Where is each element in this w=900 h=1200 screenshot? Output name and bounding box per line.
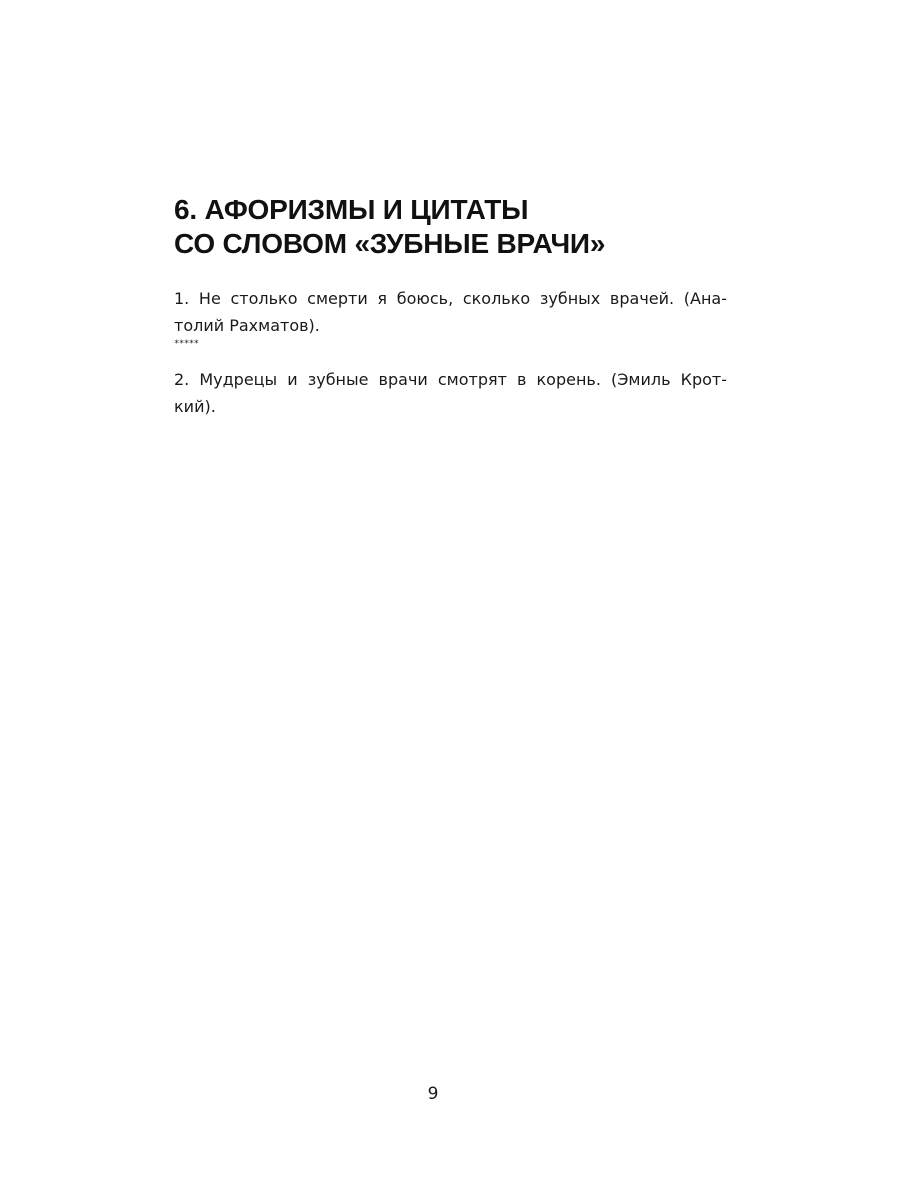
quote-separator: ***** (174, 339, 199, 349)
quote-1-line-2: толий Рахматов). (174, 316, 320, 335)
chapter-title-line-2: СО СЛОВОМ «ЗУБНЫЕ ВРАЧИ» (174, 228, 606, 259)
page-number: 9 (427, 1084, 439, 1104)
quote-2-line-2: кий). (174, 397, 216, 416)
quote-item-2 (174, 366, 727, 420)
quote-1-line-1: 1. Не столько смерти я боюсь, сколько зубных врачей. (Ана- (174, 289, 727, 308)
chapter-title-line-1: 6. АФОРИЗМЫ И ЦИТАТЫ (174, 194, 529, 225)
chapter-title (174, 193, 734, 261)
quote-item-1 (174, 285, 727, 339)
quote-2-line-1: 2. Мудрецы и зубные врачи смотрят в корень. (Эмиль Крот- (174, 370, 727, 389)
